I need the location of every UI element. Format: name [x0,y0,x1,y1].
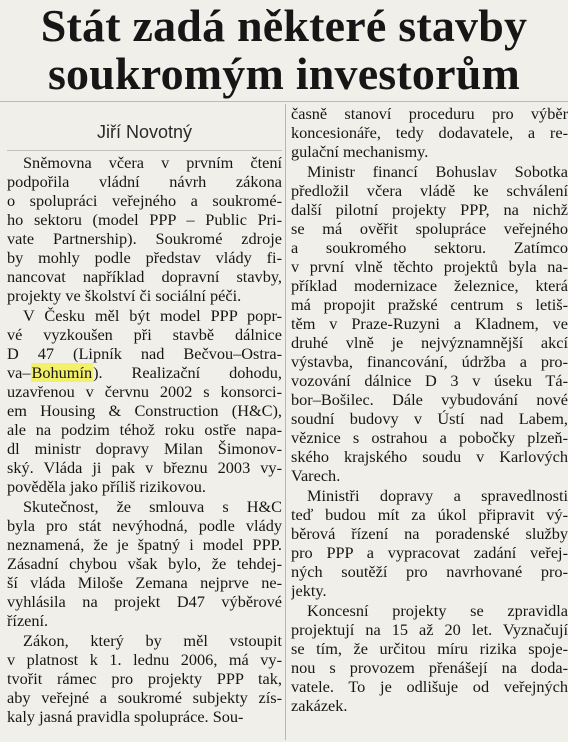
paragraph [291,104,568,161]
paragraph [7,153,282,305]
text-line: běrová řízení na poradenské služby [291,524,568,543]
text-line: byla pro stát nevýhodná, podle vlády [7,516,282,535]
text-line: bor–Bošilec. Dále vybudování nové [291,390,568,409]
text-line: řízení. [7,611,49,630]
text-line: gulační mechanismy. [291,142,429,161]
paragraph [7,497,282,630]
text-line: ale na podzim téhož roku ostře napa- [7,420,282,439]
text-line: kaly jasná pravidla spolupráce. Sou- [7,707,244,726]
text-line: vatele. To je odlišuje od veřejných [291,677,568,696]
paragraph [291,162,568,485]
text-line: projektují na 15 až 20 let. Vyznačují [291,620,568,639]
text-line: tvořit rámec pro projekty PPP tak, [7,669,282,688]
text-line: Zásadní chybou však bylo, že tehdej- [7,554,282,573]
right-column [291,104,568,716]
text-line: soudní budovy v Ústí nad Labem, [291,409,568,428]
byline-divider [7,150,282,151]
text-line: ského krajského soudu v Karlových [291,447,568,466]
text-line: teď budou mít za úkol připravit vý- [291,505,568,524]
paragraph [291,601,568,715]
paragraph-gap [291,715,568,716]
text-line: Skutečnost, že smlouva s H&C [23,497,282,516]
text-line: a soukromého sektoru. Zatímco [291,238,568,257]
author-byline: Jiří Novotný [96,122,193,142]
text-line: Sněmovna včera v prvním čtení [23,153,282,172]
text-line: věznice s ostrahou a pobočky plzeň- [291,428,568,447]
text-line: aby veřejné a soukromé subjekty zís- [7,688,282,707]
text-line: D 47 (Lipník nad Bečvou–Ostra- [7,344,282,363]
text-line: ho sektoru (model PPP – Public Pri- [7,210,282,229]
text-line: další pilotní projekty PPP, na nichž [291,200,568,219]
text-line: má propojit pražské centrum s letiš- [291,295,568,314]
text-line: Zákon, který by měl vstoupit [23,631,282,650]
text-line: by mohly podle představ vlády fi- [7,248,282,267]
text-run: ). Realizační dohodu, [93,363,282,382]
text-line: neznamená, že je špatný i model PPP. [7,535,282,554]
text-line: vé vyzkoušen při stavbě dálnice [7,325,282,344]
left-column-text [7,153,282,727]
text-line [7,363,282,382]
text-line: Ministr financí Bohuslav Sobotka [307,162,568,181]
text-line: vate Partnership). Soukromé zdroje [7,229,282,248]
text-line: předložil včera vládě ke schválení [291,181,568,200]
text-line: příklad modernizace železnice, která [291,276,568,295]
text-line: druhé vlně je nejvýznamnější akcí [291,333,568,352]
text-line: nou s provozem přenášejí na doda- [291,658,568,677]
left-column [7,104,282,727]
right-column-text [291,104,568,716]
paragraph [7,306,282,496]
text-line: časně stanoví proceduru pro výběr [291,104,568,123]
highlighted-text: Bohumín [31,363,93,382]
text-line: ší vláda Miloše Zemana nejprve ne- [7,573,282,592]
text-line: Varech. [291,466,341,485]
headline-line-2: soukromým investorům [47,48,521,99]
headline-divider [0,101,568,102]
paragraph [7,631,282,726]
headline-line-1: Stát zadá některé stavby [40,0,528,51]
column-separator [285,104,286,740]
text-line: uzavřenou v červnu 2002 s konsorci- [7,382,282,401]
text-line: koncesionáře, tedy dodavatele, a re- [291,123,568,142]
text-line: v platnost k 1. lednu 2006, má vy- [7,650,282,669]
text-line: dl ministr dopravy Milan Šimonov- [7,439,282,458]
text-line: zakázek. [291,696,348,715]
text-line: pro PPP a vypracovat zadání veřej- [291,543,568,562]
paragraph-gap [7,726,282,727]
text-line: podpořila vládní návrh zákona [7,172,282,191]
text-line: těm v Praze-Ruzyni a Kladnem, ve [291,314,568,333]
text-line: em Housing & Construction (H&C), [7,401,282,420]
text-line: v první vlně těchto projektů byla na- [291,257,568,276]
text-line: ných soutěží pro navrhované pro- [291,562,568,581]
text-line: ský. Vláda ji pak v březnu 2003 vy- [7,458,282,477]
text-line: vozování dálnice D 3 v úseku Tá- [291,371,568,390]
text-line: Ministři dopravy a spravedlnosti [307,486,568,505]
text-line: se tím, že určitou míru rizika spoje- [291,639,568,658]
headline [0,2,568,98]
text-line: jekty. [291,581,327,600]
text-run: va– [7,363,31,382]
text-line: výstavba, financování, údržba a pro- [291,352,568,371]
text-line: pověděla jako příliš rizikovou. [7,477,206,496]
text-line: V Česku měl být model PPP popr- [23,306,282,325]
text-line: vyhlásila na projekt D47 výběrové [7,592,282,611]
text-line: o spolupráci veřejného a soukromé- [7,191,282,210]
text-line: Koncesní projekty se zpravidla [307,601,568,620]
paragraph [291,486,568,600]
text-line: se má ověřit spolupráce veřejného [291,219,568,238]
text-line: projekty ve školství či sociální péči. [7,286,242,305]
text-line: nancovat například dopravní stavby, [7,267,282,286]
